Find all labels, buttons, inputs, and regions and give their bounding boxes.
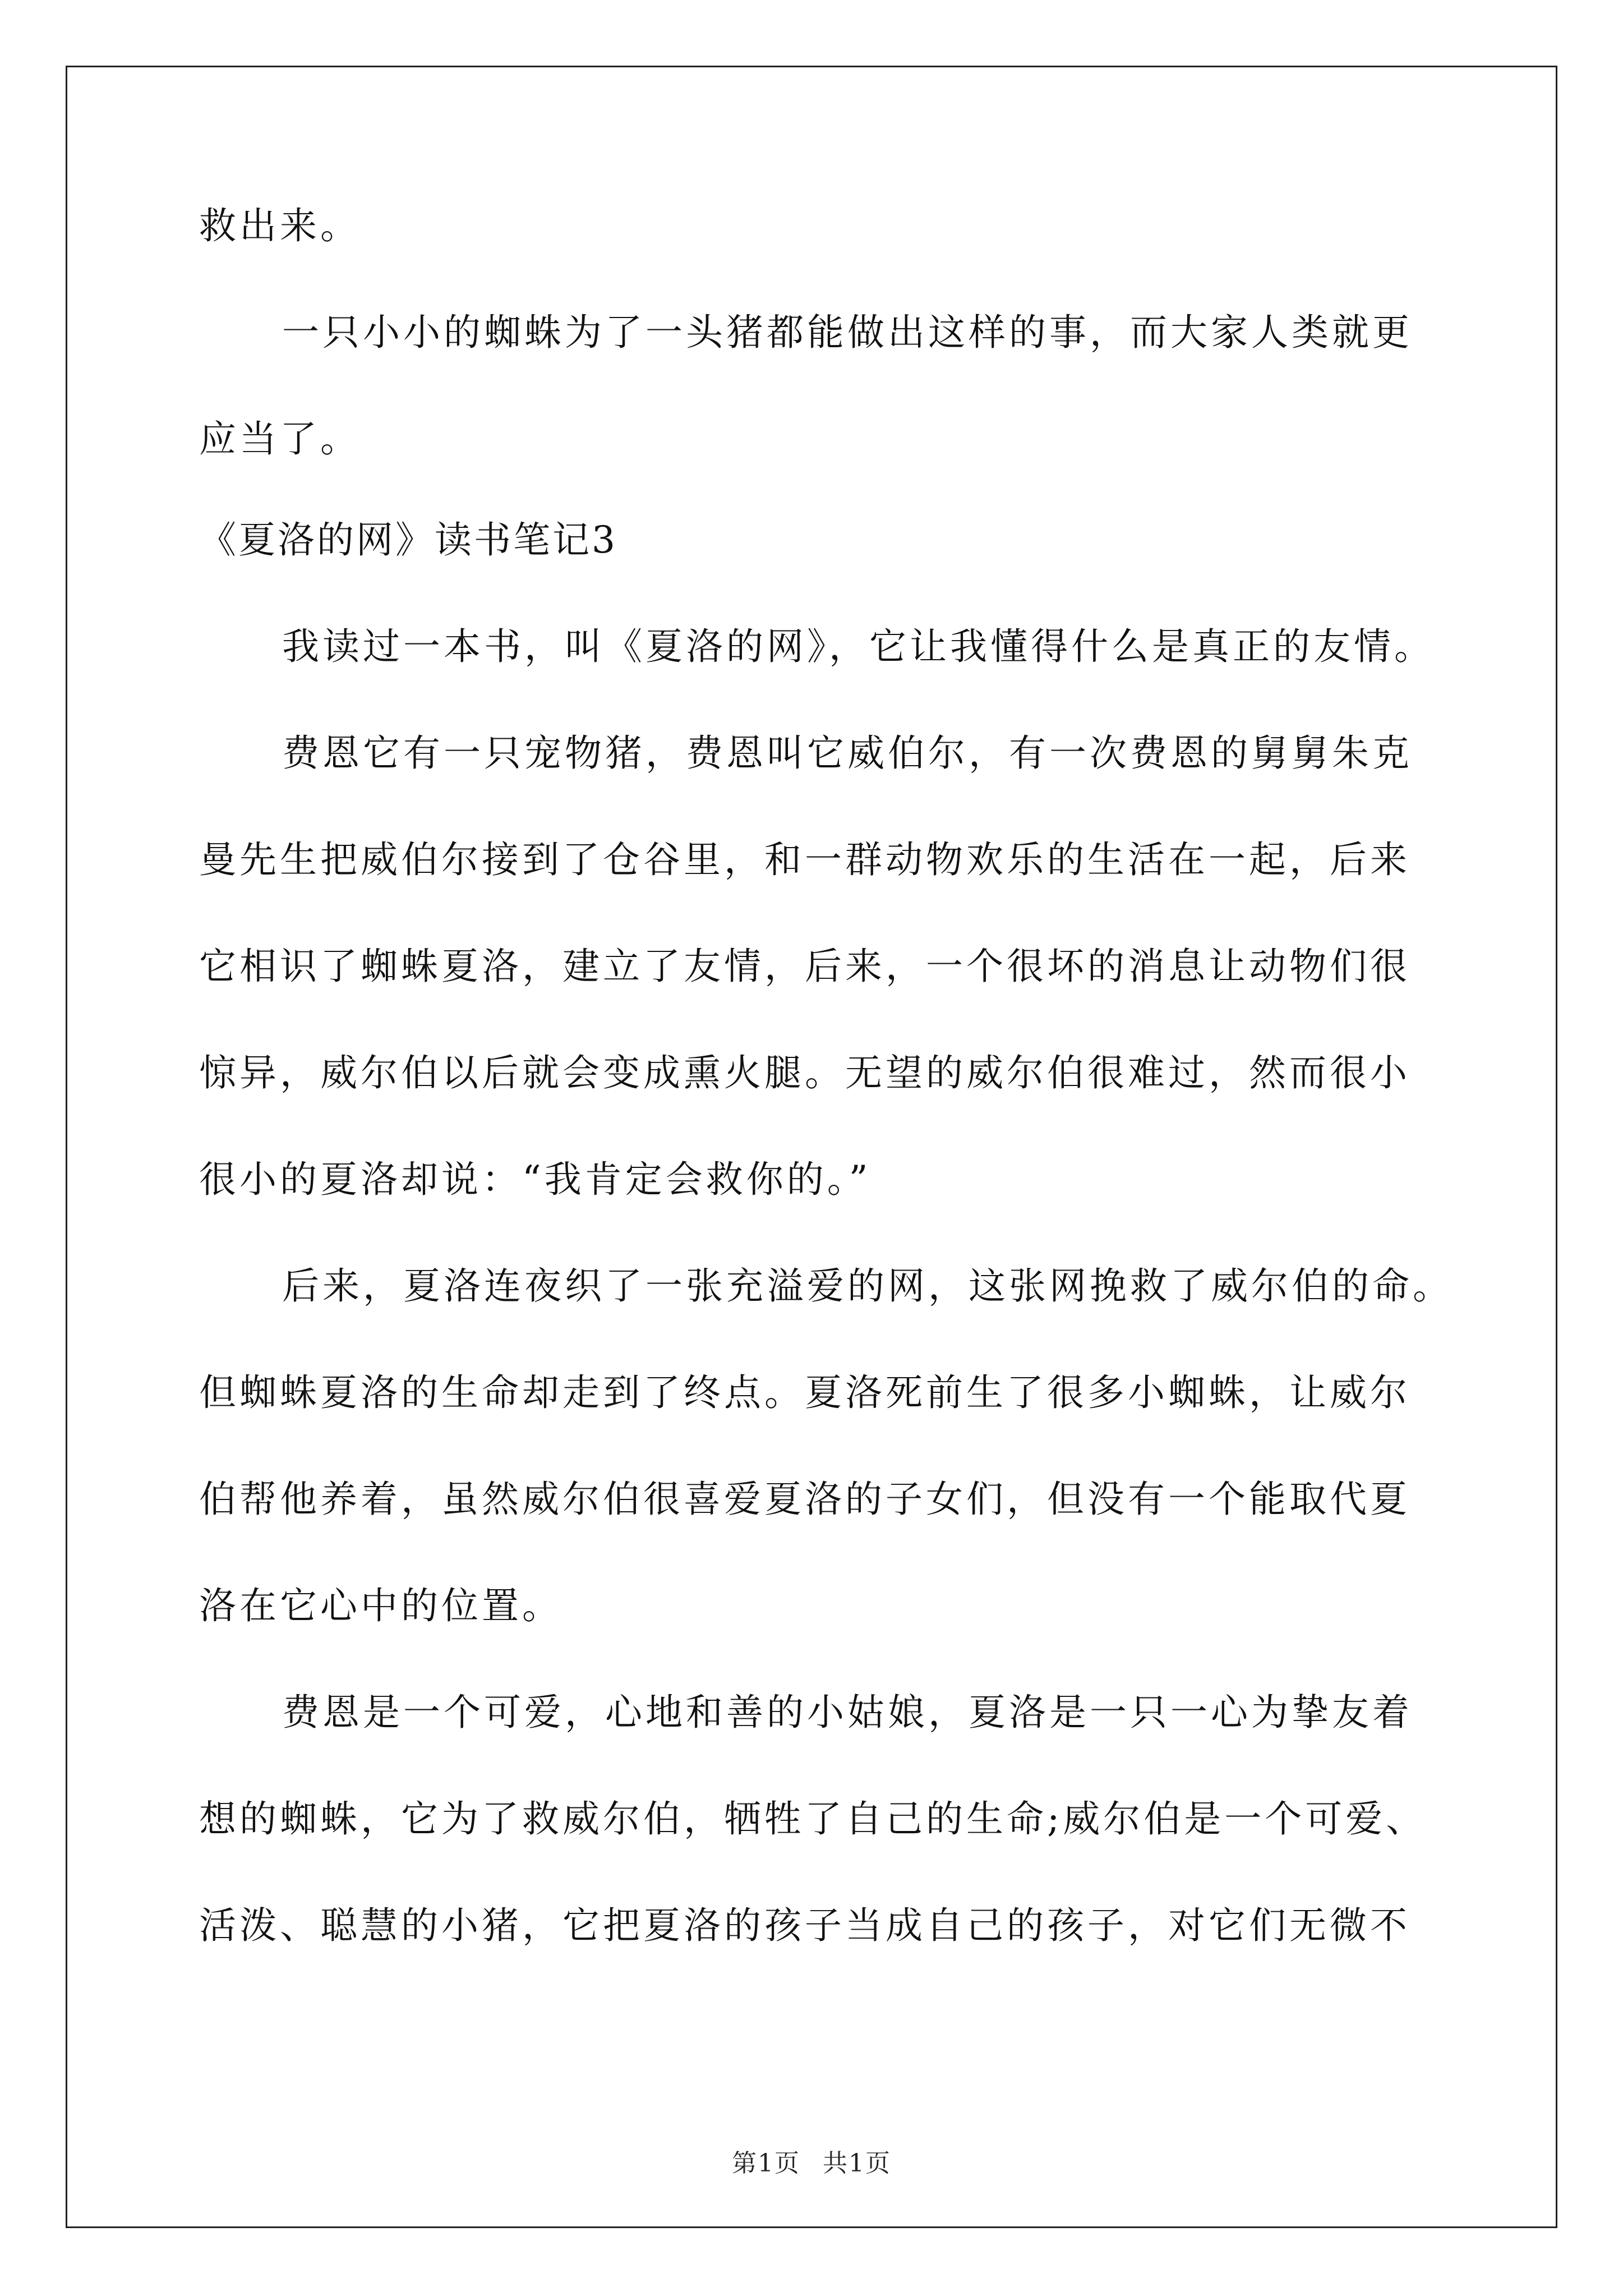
paragraph-line: 一只小小的蜘蛛为了一头猪都能做出这样的事，而大家人类就更	[282, 311, 1413, 354]
paragraph-line: 它相识了蜘蛛夏洛，建立了友情，后来，一个很坏的消息让动物们很	[199, 945, 1410, 988]
page-number-current: 第1页	[732, 2149, 800, 2178]
paragraph-line: 想的蜘蛛，它为了救威尔伯，牺牲了自己的生命;威尔伯是一个可爱、	[199, 1797, 1427, 1841]
page-footer	[0, 2143, 1623, 2179]
paragraph-line: 惊异，威尔伯以后就会变成熏火腿。无望的威尔伯很难过，然而很小	[199, 1051, 1410, 1094]
paragraph-line: 曼先生把威伯尔接到了仓谷里，和一群动物欢乐的生活在一起，后来	[199, 838, 1410, 881]
paragraph-line: 我读过一本书，叫《夏洛的网》，它让我懂得什么是真正的友情。	[282, 625, 1435, 668]
paragraph-line: 应当了。	[199, 417, 361, 461]
paragraph-line: 后来，夏洛连夜织了一张充溢爱的网，这张网挽救了威尔伯的命。	[282, 1264, 1453, 1308]
paragraph-line: 费恩它有一只宠物猪，费恩叫它威伯尔，有一次费恩的舅舅朱克	[282, 731, 1413, 775]
paragraph-line: 但蜘蛛夏洛的生命却走到了终点。夏洛死前生了很多小蜘蛛，让威尔	[199, 1371, 1410, 1414]
paragraph-line: 洛在它心中的位置。	[199, 1584, 562, 1627]
paragraph-line: 很小的夏洛却说：“我肯定会救你的。”	[199, 1158, 872, 1201]
paragraph-line: 费恩是一个可爱，心地和善的小姑娘，夏洛是一只一心为挚友着	[282, 1691, 1413, 1734]
page-number-total: 共1页	[823, 2149, 891, 2178]
paragraph-line: 活泼、聪慧的小猪，它把夏洛的孩子当成自己的孩子，对它们无微不	[199, 1904, 1410, 1947]
section-heading: 《夏洛的网》读书笔记3	[199, 518, 617, 562]
paragraph-line: 救出来。	[199, 204, 361, 247]
paragraph-line: 伯帮他养着，虽然威尔伯很喜爱夏洛的子女们，但没有一个能取代夏	[199, 1478, 1410, 1521]
